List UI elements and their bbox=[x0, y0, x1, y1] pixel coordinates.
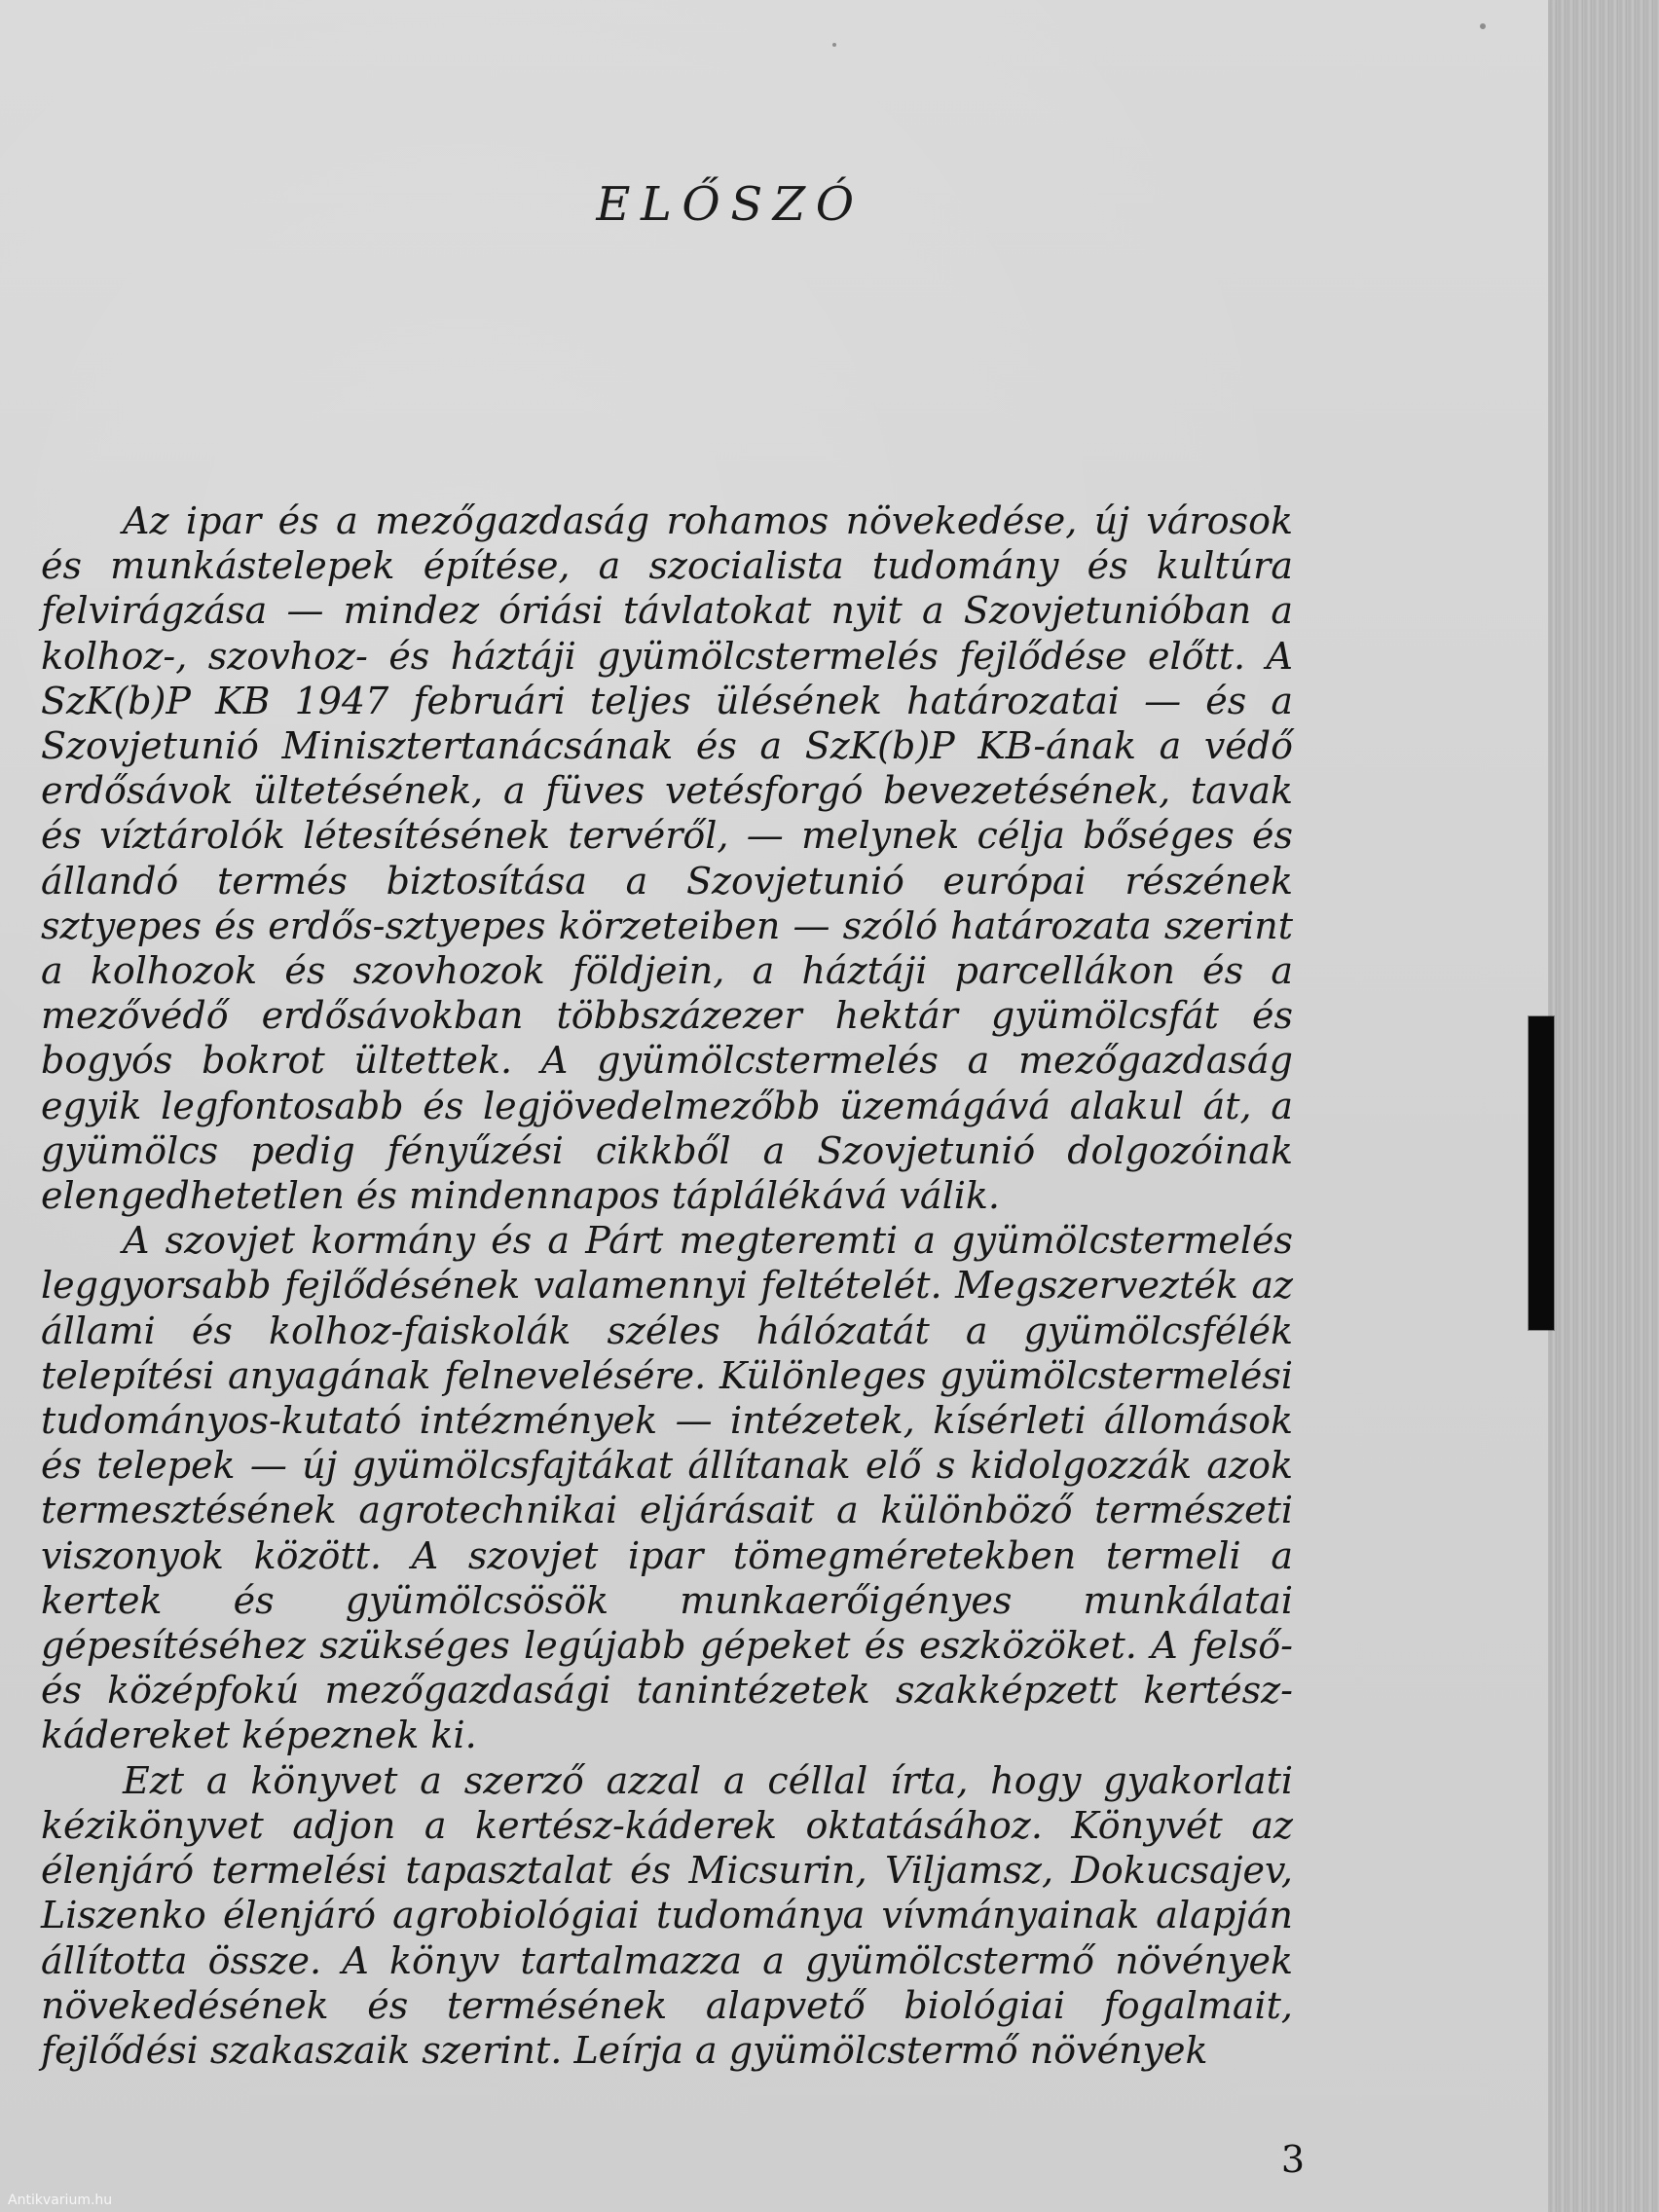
bookmark-tab bbox=[1529, 1016, 1554, 1330]
page-number: 3 bbox=[1280, 2138, 1305, 2181]
paper-speck bbox=[832, 43, 836, 47]
paragraph-1: Az ipar és a mezőgazdaság rohamos növekedése, új városok és munkástelepek építése, a szocialista tudomány és kultúra felvirágzása — mindez óriási távlatokat nyit a Szovjetunióban a kolhoz-, szovhoz- és háztáji gyümölcstermelés fejlődése előtt. A SzK(b)P KB 1947 februári teljes ülésének határozatai — és a Szovjetunió Minisztertanácsának és a SzK(b)P KB-ának a védő erdősávok ültetésének, a füves vetésforgó bevezetésének, tavak és víztárolók létesítésének tervéről, — melynek célja bőséges és állandó termés biztosítása a Szovjetunió európai részének sztyepes és erdős-sztyepes körzeteiben — szóló határozata szerint a kolhozok és szovhozok földjein, a háztáji parcellákon és a mezővédő erdősávokban többszázezer hektár gyümölcsfát és bogyós bokrot ültettek. A gyümölcstermelés a mezőgazdaság egyik legfontosabb és legjövedelmezőbb üzemágává alakul át, a gyümölcs pedig fényűzési cikkből a Szovjetunió dolgozóinak elengedhetetlen és mindennapos táplálékává válik. bbox=[41, 499, 1293, 1218]
page-edge-shadow bbox=[1548, 0, 1659, 2212]
page-title: ELŐSZÓ bbox=[596, 177, 865, 232]
body-text bbox=[41, 498, 1293, 2073]
paragraph-2: A szovjet kormány és a Párt megteremti a gyümölcstermelés leggyorsabb fejlődésének valamennyi feltételét. Megszervezték az állami és kolhoz-faiskolák széles hálózatát a gyümölcsfélék telepítési anyagának felnevelésére. Különleges gyümölcstermelési tudományos-kutató intézmények — intézetek, kísérleti állomások és telepek — új gyümölcsfajtákat állítanak elő s kidolgozzák azok termesztésének agrotechnikai eljárásait a különböző természeti viszonyok között. A szovjet ipar tömegméretekben termeli a kertek és gyümölcsösök munkaerőigényes munkálatai gépesítéséhez szükséges legújabb gépeket és eszközöket. A felső- és középfokú mezőgazdasági tanintézetek szakképzett kertész-kádereket képeznek ki. bbox=[41, 1219, 1293, 1757]
paragraph-3: Ezt a könyvet a szerző azzal a céllal írta, hogy gyakorlati kézikönyvet adjon a kertész-káderek oktatásához. Könyvét az élenjáró termelési tapasztalat és Micsurin, Viljamsz, Dokucsajev, Liszenko élenjáró agrobiológiai tudománya vívmányainak alapján állította össze. A könyv tartalmazza a gyümölcstermő növények növekedésének és termésének alapvető biológiai fogalmait, fejlődési szakaszaik szerint. Leírja a gyümölcstermő növények bbox=[41, 1758, 1293, 2072]
paper-speck bbox=[1480, 23, 1486, 29]
watermark: Antikvarium.hu bbox=[8, 2193, 113, 2208]
